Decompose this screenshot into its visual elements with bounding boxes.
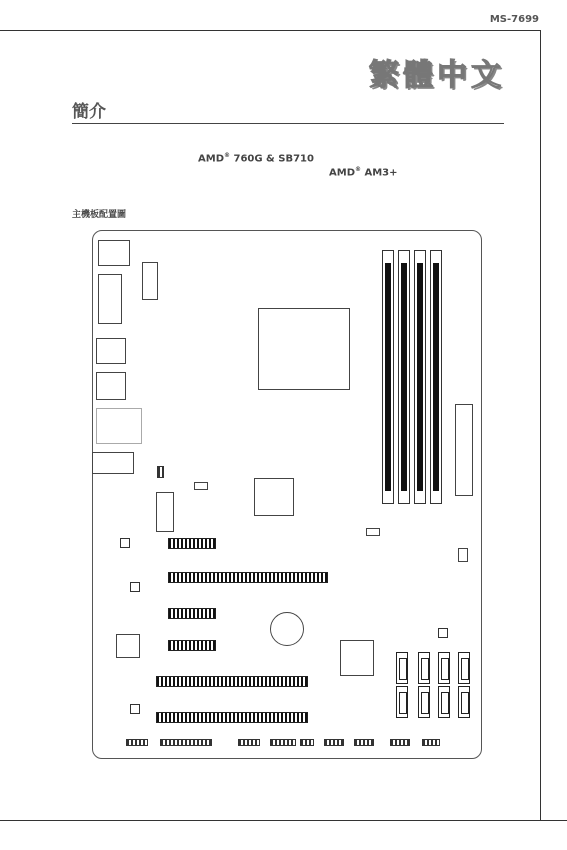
component-square (438, 628, 448, 638)
bottom-header-2 (160, 739, 212, 746)
bottom-header-9 (422, 739, 440, 746)
southbridge-chip (340, 640, 374, 676)
sata-connector-6 (418, 686, 430, 718)
sata-connector-2 (418, 652, 430, 684)
northbridge-chip (254, 478, 294, 516)
page-frame-right (540, 30, 541, 820)
bottom-header-1 (126, 739, 148, 746)
atx-12v-connector (142, 262, 158, 300)
bottom-header-4 (270, 739, 296, 746)
io-usb-port (96, 338, 126, 364)
bottom-header-7 (354, 739, 374, 746)
sata-connector-5 (396, 686, 408, 718)
bottom-header-5 (300, 739, 314, 746)
sata-connector-3 (438, 652, 450, 684)
pci-slot-2 (156, 712, 308, 723)
header-jumper (157, 466, 164, 478)
pcie-x16-slot (168, 572, 328, 583)
sys-fan-header-2 (458, 548, 468, 562)
layout-heading: 主機板配置圖 (72, 210, 127, 220)
dimm-slot-2 (398, 250, 410, 504)
bottom-header-3 (238, 739, 260, 746)
pcie-x1-slot-3 (168, 640, 216, 651)
dimm-slot-4 (430, 250, 442, 504)
component-square (130, 582, 140, 592)
model-number: MS-7699 (489, 14, 539, 25)
io-lan-port (96, 372, 126, 400)
sata-connector-7 (438, 686, 450, 718)
page-frame-top (0, 30, 540, 31)
pci-slot-1 (156, 676, 308, 687)
component-square (130, 704, 140, 714)
io-block (96, 408, 142, 444)
pcie-x1-slot-2 (168, 608, 216, 619)
sata-connector-1 (396, 652, 408, 684)
dimm-slot-1 (382, 250, 394, 504)
component-square (120, 538, 130, 548)
io-vga-port (98, 274, 122, 324)
bottom-header-8 (390, 739, 410, 746)
bottom-header-6 (324, 739, 344, 746)
section-divider (72, 123, 504, 124)
dimm-slot-3 (414, 250, 426, 504)
chipset-line: AMD® 760G & SB710 (198, 152, 314, 165)
io-audio-port (92, 452, 134, 474)
floppy-header (156, 492, 174, 532)
sata-connector-8 (458, 686, 470, 718)
atx-power-connector (455, 404, 473, 496)
intro-heading: 簡介 (72, 102, 106, 122)
cpu-socket (258, 308, 350, 390)
pcie-x1-slot-1 (168, 538, 216, 549)
cpu-socket-line: AMD® AM3+ (329, 166, 398, 179)
sata-connector-4 (458, 652, 470, 684)
sys-fan-header (366, 528, 380, 536)
language-title: 繁體中文 (369, 58, 505, 93)
audio-chip (116, 634, 140, 658)
page-frame-bottom (0, 820, 567, 821)
io-ps2-port (98, 240, 130, 266)
cpu-fan-header (194, 482, 208, 490)
battery (270, 612, 304, 646)
